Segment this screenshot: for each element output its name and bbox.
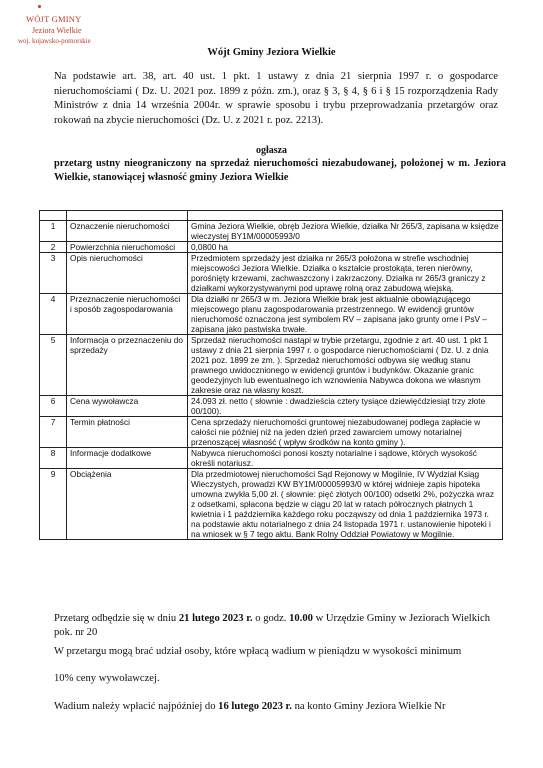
tender-time: 10.00 [289,613,313,624]
row-number: 5 [40,335,67,396]
table-row [40,294,503,335]
row-value: Przedmiotem sprzedaży jest działka nr 265/3 położona w strefie wschodniej miejscowości Jeziora Wielkie. Działka o kształcie prostokąta, teren nierówny, porośnięty krzewami, zachwaszczony i zakrzaczony. Działka nr 265/3 graniczy z działkami wykorzystywanymi pod uprawę rolną oraz zabudową wiejską. [188,253,503,294]
row-label: Informacja o przeznaczeniu do sprzedaży [67,335,188,396]
tender-date-text-b: o godz. [252,613,290,624]
row-label: Termin płatności [67,417,188,448]
row-label: Obciążenia [67,469,188,540]
tender-date-text-c: w Urzędzie Gminy w Jeziorach Wielkich pok. nr 20 [54,613,490,638]
tender-date: 21 lutego 2023 r. [178,613,253,624]
document-title: Wójt Gminy Jeziora Wielkie [207,47,336,58]
row-label: Informacje dodatkowe [67,448,188,469]
row-label: Oznaczenie nieruchomości [67,221,188,242]
row-number: 7 [40,417,67,448]
table-row [40,448,503,469]
property-info-table [39,210,503,540]
row-number: 9 [40,469,67,540]
row-value: Gmina Jeziora Wielkie, obręb Jeziora Wielkie, działka Nr 265/3, zapisana w księdze wieczystej BY1M/00005993/0 [188,221,503,242]
row-value: Nabywca nieruchomości ponosi koszty notarialne i sądowe, których wysokość określi notariusz. [188,448,503,469]
row-value: Dla przedmiotowej nieruchomości Sąd Rejonowy w Mogilnie, IV Wydział Ksiąg Wieczystych, prowadzi KW BY1M/00005993/0 w której widnieje zapis hipoteka umowna zwykła 5,00 zł. ( słownie: pięć złotych 00/100) odsetki 2%, pożyczka wraz z odsetkami, spłacona będzie w ciągu 20 lat w ratach półrocznych płatnych 1 kwietnia i 1 października każdego roku począwszy od dnia 1 października 1973 r. na podstawie aktu notarialnego z dnia 24 listopada 1971 r. ustanowienie hipoteki i na wniosek w § 7 tego aktu. Bank Rolny Oddział Powiatowy w Mogilnie. [188,469,503,540]
table-row [40,221,503,242]
row-label: Powierzchnia nieruchomości [67,242,188,253]
row-number: 4 [40,294,67,335]
table-header-spacer [40,211,503,221]
legal-basis-paragraph: Na podstawie art. 38, art. 40 ust. 1 pkt. 1 ustawy z dnia 21 sierpnia 1997 r. o gospodarce nieruchomościami ( Dz. U. 2021 poz. 1899 z późn. zm.), oraz § 3, § 4, § 6 i § 15 rozporządzenia Rady Ministrów z dnia 14 września 2004r. w sprawie sposobu i trybu przeprowadzania przetargów oraz rokowań na zbycie nieruchomości (Dz. U. z 2021 r. poz. 2213). [54,71,498,126]
row-label: Opis nieruchomości [67,253,188,294]
row-label: Przeznaczenie nieruchomości i sposób zagospodarowania [67,294,188,335]
row-label: Cena wywoławcza [67,396,188,417]
deposit-deadline-paragraph [54,700,498,714]
row-number: 6 [40,396,67,417]
row-number: 3 [40,253,67,294]
tender-date-paragraph [54,612,498,639]
table-row [40,417,503,448]
deposit-deadline-date: 16 lutego 2023 r. [218,701,292,712]
row-value: 24.093 zł. netto ( słownie : dwadzieścia cztery tysiące dziewięćdziesiąt trzy złote 00/100). [188,396,503,417]
deposit-text-a: Wadium należy wpłacić najpóźniej do [54,701,219,712]
stamp-dot [38,5,41,8]
deposit-amount-paragraph: 10% ceny wywoławczej. [54,673,160,684]
tender-date-text-a: Przetarg odbędzie się w dniu [54,613,179,624]
row-number: 2 [40,242,67,253]
row-number: 1 [40,221,67,242]
stamp-line-2: Jeziora Wielkie [32,26,82,35]
stamp-line-3: woj. kujawsko-pomorskie [18,37,91,45]
official-stamp [18,14,138,47]
participation-paragraph: W przetargu mogą brać udział osoby, które wpłacą wadium w pieniądzu w wysokości minimum [54,646,462,657]
row-value: 0,0800 ha [188,242,503,253]
table-row [40,396,503,417]
table-row [40,469,503,540]
announces-heading: ogłasza [255,145,288,156]
row-number: 8 [40,448,67,469]
stamp-line-1: WÓJT GMINY [26,14,82,24]
table-row [40,335,503,396]
row-value: Sprzedaż nieruchomości nastąpi w trybie przetargu, zgodnie z art. 40 ust. 1 pkt 1 ustawy z dnia 21 sierpnia 1997 r. o gospodarce nieruchomościami ( Dz. U. z dnia 2021 poz. 1899 ze zm. ). Sprzedaż nieruchomości odbywa się według stanu prawnego uwidocznionego w ewidencji gruntów i budynków. Okazanie granic geodezyjnych lub ewentualnego ich wznowienia Nabywca dokona we własnym zakresie oraz na własny koszt. [188,335,503,396]
tender-subject: przetarg ustny nieograniczony na sprzedaż nieruchomości niezabudowanej, położonej w m. Jeziora Wielkie, stanowiącej własność gminy Jeziora Wielkie [54,158,506,183]
table-row [40,253,503,294]
row-value: Dla działki nr 265/3 w m. Jeziora Wielkie brak jest aktualnie obowiązującego miejscowego planu zagospodarowania przestrzennego. W ewidencji gruntów nieruchomość oznaczona jest symbolem RV – zapisana jako grunty orne i PsV – zapisana jako pastwiska trwałe. [188,294,503,335]
row-value: Cena sprzedaży nieruchomości gruntowej niezabudowanej podlega zapłacie w całości nie później niż na jeden dzień przed zawarciem umowy notarialnej przenoszącej własność ( wpływ środków na konto gminy ). [188,417,503,448]
table-row [40,242,503,253]
deposit-text-b: na konto Gminy Jeziora Wielkie Nr [291,701,446,712]
